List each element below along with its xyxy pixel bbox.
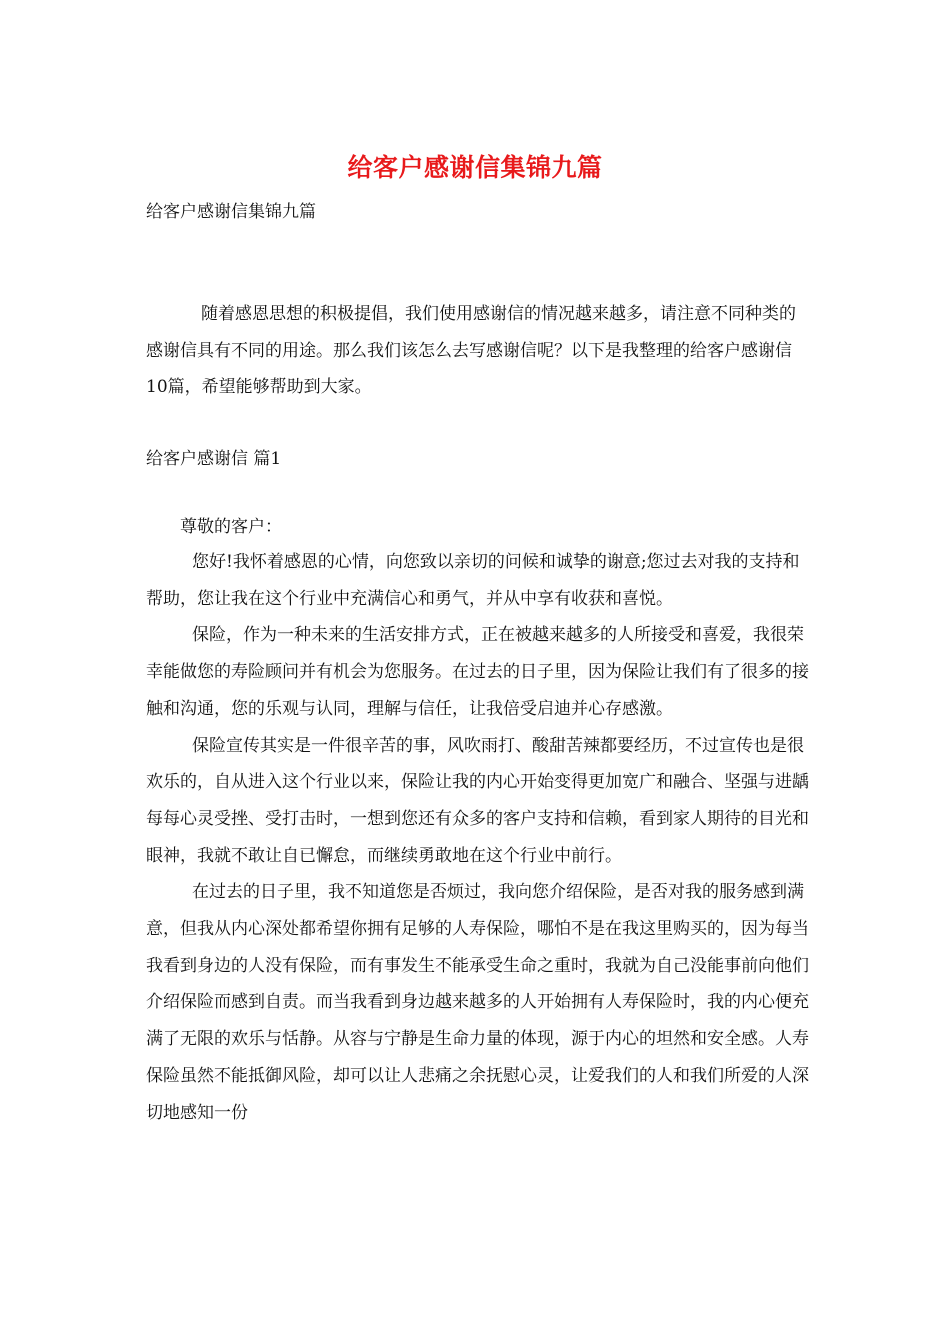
letter-salutation: 尊敬的客户： <box>180 517 282 537</box>
letter-paragraph: 您好!我怀着感恩的心情，向您致以亲切的问候和诚挚的谢意;您过去对我的支持和帮助，您让我在这个行业中充满信心和勇气，并从中享有收获和喜悦。 <box>146 552 800 609</box>
intro-paragraph: 随着感恩思想的积极提倡，我们使用感谢信的情况越来越多，请注意不同种类的感谢信具有不同的用途。那么我们该怎么去写感谢信呢？以下是我整理的给客户感谢信10篇，希望能够帮助到大家。 <box>146 304 796 397</box>
letter-paragraph: 保险宣传其实是一件很辛苦的事，风吹雨打、酸甜苦辣都要经历，不过宣传也是很欢乐的，自从进入这个行业以来，保险让我的内心开始变得更加宽广和融合、坚强与进龋每每心灵受挫、受打击时，一想到您还有众多的客户支持和信赖，看到家人期待的目光和眼神，我就不敢让自已懈怠，而继续勇敢地在这个行业中前行。 <box>146 735 809 866</box>
letter-body <box>146 544 810 1131</box>
letter-paragraph: 在过去的日子里，我不知道您是否烦过，我向您介绍保险，是否对我的服务感到满意，但我从内心深处都希望你拥有足够的人寿保险，哪怕不是在我这里购买的，因为每当我看到身边的人没有保险，而有事发生不能承受生命之重时，我就为自己没能事前向他们介绍保险而感到自责。而当我看到身边越来越多的人开始拥有人寿保险时，我的内心便充满了无限的欢乐与恬静。从容与宁静是生命力量的体现，源于内心的坦然和安全感。人寿保险虽然不能抵御风险，却可以让人悲痛之余抚慰心灵，让爱我们的人和我们所爱的人深切地感知一份 <box>146 882 809 1123</box>
document-subtitle: 给客户感谢信集锦九篇 <box>146 202 316 222</box>
section-heading: 给客户感谢信 篇1 <box>146 449 282 469</box>
letter-paragraph: 保险，作为一种未来的生活安排方式，正在被越来越多的人所接受和喜爱，我很荣幸能做您的寿险顾问并有机会为您服务。在过去的日子里，因为保险让我们有了很多的接触和沟通，您的乐观与认同，理解与信任，让我倍受启迪并心存感激。 <box>146 625 809 719</box>
document-title: 给客户感谢信集锦九篇 <box>347 153 603 182</box>
